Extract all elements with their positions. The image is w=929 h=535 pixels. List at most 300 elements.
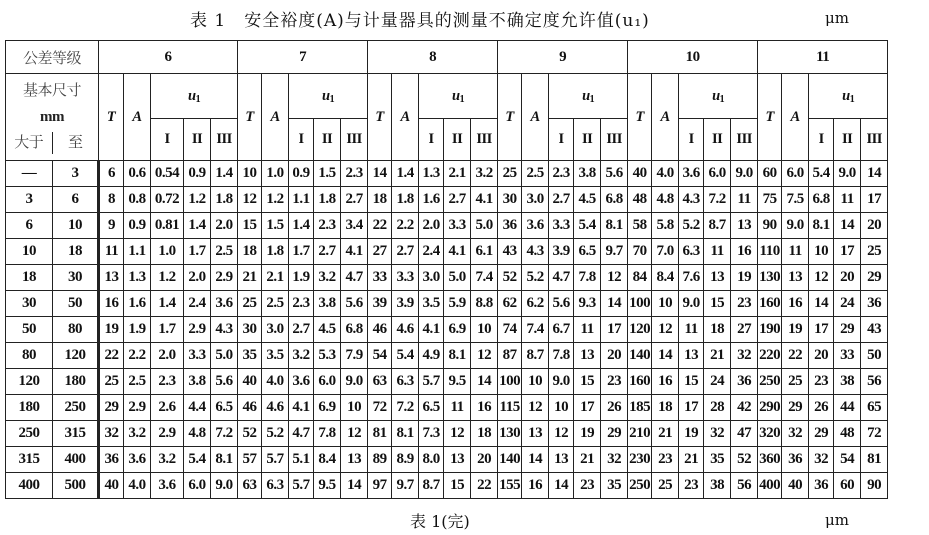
- u1-iii-value: 2.5: [211, 239, 238, 265]
- u1-i-value: 13: [679, 343, 704, 369]
- u1-ii-value: 23: [574, 473, 601, 499]
- u1-ii-value: 2.9: [184, 317, 211, 343]
- u1-iii-value: 3.6: [211, 291, 238, 317]
- t-value: 16: [99, 291, 124, 317]
- t-value: 97: [368, 473, 392, 499]
- t-value: 62: [498, 291, 522, 317]
- u1-ii-value: 7.8: [574, 265, 601, 291]
- t-value: 89: [368, 447, 392, 473]
- size-from: 6: [6, 213, 53, 239]
- size-from: 400: [6, 473, 53, 499]
- table-row: [6, 317, 888, 343]
- u1-iii-value: 56: [731, 473, 758, 499]
- u1-subcol-iii: III: [861, 119, 888, 161]
- u1-i-value: 3.2: [151, 447, 184, 473]
- u1-i-value: 2.7: [549, 187, 574, 213]
- t-value: 30: [238, 317, 262, 343]
- u1-ii-value: 4.8: [184, 421, 211, 447]
- u1-i-value: 4.7: [289, 421, 314, 447]
- u1-ii-value: 11: [574, 317, 601, 343]
- table-row: [6, 187, 888, 213]
- u1-iii-value: 23: [601, 369, 628, 395]
- t-value: 100: [628, 291, 652, 317]
- a-value: 3.9: [392, 291, 419, 317]
- u1-iii-value: 20: [471, 447, 498, 473]
- u1-header: [549, 74, 628, 119]
- u1-ii-value: 12: [444, 421, 471, 447]
- u1-ii-value: 28: [704, 395, 731, 421]
- t-value: 110: [758, 239, 782, 265]
- grade-header-9: 9: [498, 41, 628, 74]
- u1-i-value: 15: [679, 369, 704, 395]
- t-value: 40: [628, 161, 652, 187]
- u1-ii-value: 5.0: [444, 265, 471, 291]
- u1-subcol-i: I: [419, 119, 444, 161]
- table-title: 表 1 安全裕度(A)与计量器具的测量不确定度允许值(u₁): [190, 11, 650, 31]
- a-value: 4.6: [392, 317, 419, 343]
- t-value: 250: [758, 369, 782, 395]
- u1-ii-value: 5.3: [314, 343, 341, 369]
- u1-ii-value: 11: [444, 395, 471, 421]
- u1-i-value: 26: [809, 395, 834, 421]
- u1-i-value: 13: [549, 447, 574, 473]
- u1-i-value: 4.1: [289, 395, 314, 421]
- table-row: [6, 395, 888, 421]
- t-value: 81: [368, 421, 392, 447]
- t-value: 22: [99, 343, 124, 369]
- u1-i-value: 10: [549, 395, 574, 421]
- u1-i-value: 1.3: [419, 161, 444, 187]
- a-value: 25: [782, 369, 809, 395]
- u1-i-value: 6.8: [809, 187, 834, 213]
- size-from: 180: [6, 395, 53, 421]
- t-value: 140: [628, 343, 652, 369]
- t-value: 21: [238, 265, 262, 291]
- a-value: 6.3: [262, 473, 289, 499]
- t-header: T: [628, 74, 652, 161]
- t-value: 400: [758, 473, 782, 499]
- t-value: 230: [628, 447, 652, 473]
- u1-iii-value: 23: [731, 291, 758, 317]
- u1-header: [679, 74, 758, 119]
- grade-header-8: 8: [368, 41, 498, 74]
- u1-iii-value: 19: [731, 265, 758, 291]
- size-to: 180: [53, 369, 99, 395]
- u1-ii-value: 44: [834, 395, 861, 421]
- a-value: 29: [782, 395, 809, 421]
- t-value: 33: [368, 265, 392, 291]
- u1-i-value: 4.7: [549, 265, 574, 291]
- a-value: 1.2: [262, 187, 289, 213]
- size-to: 18: [53, 239, 99, 265]
- size-to: 3: [53, 161, 99, 187]
- u1-i-value: 8.7: [419, 473, 444, 499]
- u1-ii-value: 24: [834, 291, 861, 317]
- u1-i-value: 4.3: [679, 187, 704, 213]
- a-value: 1.5: [262, 213, 289, 239]
- table-row: [6, 213, 888, 239]
- u1-i-value: 3.6: [151, 473, 184, 499]
- a-header: A: [392, 74, 419, 161]
- u1-i-value: 6.5: [419, 395, 444, 421]
- a-value: 3.0: [262, 317, 289, 343]
- u1-ii-value: 1.4: [184, 213, 211, 239]
- u1-i-value: 5.2: [679, 213, 704, 239]
- u1-symbol: u: [452, 87, 460, 104]
- a-value: 7.2: [392, 395, 419, 421]
- u1-iii-value: 16: [471, 395, 498, 421]
- a-value: 10: [522, 369, 549, 395]
- a-value: 1.3: [124, 265, 151, 291]
- a-header: A: [522, 74, 549, 161]
- t-value: 29: [99, 395, 124, 421]
- u1-i-value: 19: [679, 421, 704, 447]
- u1-iii-value: 1.4: [211, 161, 238, 187]
- size-from: 315: [6, 447, 53, 473]
- t-value: 13: [99, 265, 124, 291]
- t-value: 290: [758, 395, 782, 421]
- u1-i-value: 0.81: [151, 213, 184, 239]
- u1-ii-value: 3.8: [184, 369, 211, 395]
- u1-iii-value: 20: [601, 343, 628, 369]
- u1-iii-value: 16: [731, 239, 758, 265]
- a-value: 16: [652, 369, 679, 395]
- u1-iii-value: 5.6: [211, 369, 238, 395]
- t-value: 14: [368, 161, 392, 187]
- u1-ii-value: 1.8: [314, 187, 341, 213]
- t-value: 90: [758, 213, 782, 239]
- t-value: 63: [238, 473, 262, 499]
- t-value: 160: [758, 291, 782, 317]
- a-value: 36: [782, 447, 809, 473]
- u1-i-value: 6.7: [549, 317, 574, 343]
- u1-subcol-iii: III: [341, 119, 368, 161]
- t-header: T: [498, 74, 522, 161]
- u1-ii-value: 4.4: [184, 395, 211, 421]
- u1-iii-value: 11: [731, 187, 758, 213]
- u1-ii-value: 20: [834, 265, 861, 291]
- u1-subcol-i: I: [809, 119, 834, 161]
- a-header: A: [124, 74, 151, 161]
- u1-i-value: 4.9: [419, 343, 444, 369]
- u1-ii-value: 19: [574, 421, 601, 447]
- a-value: 13: [782, 265, 809, 291]
- u1-i-value: 29: [809, 421, 834, 447]
- a-value: 40: [782, 473, 809, 499]
- u1-ii-value: 15: [574, 369, 601, 395]
- u1-ii-value: 5.4: [574, 213, 601, 239]
- u1-subcol-i: I: [151, 119, 184, 161]
- t-value: 18: [238, 239, 262, 265]
- a-value: 16: [522, 473, 549, 499]
- u1-ii-value: 2.1: [444, 161, 471, 187]
- from-label: 大于: [6, 132, 53, 154]
- a-value: 11: [782, 239, 809, 265]
- table-row: [6, 161, 888, 187]
- u1-i-value: 3.6: [679, 161, 704, 187]
- u1-ii-value: 33: [834, 343, 861, 369]
- a-value: 6.3: [392, 369, 419, 395]
- u1-ii-value: 13: [704, 265, 731, 291]
- u1-ii-value: 9.0: [834, 161, 861, 187]
- u1-ii-value: 18: [704, 317, 731, 343]
- t-value: 22: [368, 213, 392, 239]
- grade-header-6: 6: [99, 41, 238, 74]
- u1-symbol: u: [187, 87, 196, 104]
- u1-iii-value: 14: [471, 369, 498, 395]
- u1-i-value: 21: [679, 447, 704, 473]
- u1-i-value: 5.4: [809, 161, 834, 187]
- u1-iii-value: 6.8: [341, 317, 368, 343]
- u1-ii-value: 11: [704, 239, 731, 265]
- u1-iii-value: 8.1: [211, 447, 238, 473]
- u1-i-value: 23: [809, 369, 834, 395]
- u1-iii-value: 14: [601, 291, 628, 317]
- u1-iii-value: 2.7: [341, 187, 368, 213]
- t-value: 185: [628, 395, 652, 421]
- u1-ii-value: 38: [834, 369, 861, 395]
- a-value: 6.2: [522, 291, 549, 317]
- u1-symbol: u: [842, 87, 850, 104]
- u1-ii-value: 54: [834, 447, 861, 473]
- a-value: 3.6: [124, 447, 151, 473]
- u1-ii-value: 5.9: [444, 291, 471, 317]
- t-value: 155: [498, 473, 522, 499]
- u1-iii-value: 42: [731, 395, 758, 421]
- u1-subcol-iii: III: [601, 119, 628, 161]
- t-value: 15: [238, 213, 262, 239]
- grade-header-10: 10: [628, 41, 758, 74]
- u1-i-value: 3.5: [419, 291, 444, 317]
- u1-ii-value: 1.5: [314, 161, 341, 187]
- u1-iii-value: 32: [601, 447, 628, 473]
- t-value: 160: [628, 369, 652, 395]
- table-row: [6, 369, 888, 395]
- u1-i-value: 1.4: [289, 213, 314, 239]
- u1-iii-value: 65: [861, 395, 888, 421]
- u1-iii-value: 5.6: [601, 161, 628, 187]
- size-to: 120: [53, 343, 99, 369]
- u1-ii-value: 4.5: [574, 187, 601, 213]
- u1-iii-value: 20: [861, 213, 888, 239]
- u1-ii-value: 13: [574, 343, 601, 369]
- u1-i-value: 8.0: [419, 447, 444, 473]
- size-unit: mm: [40, 109, 64, 125]
- u1-subcol-i: I: [679, 119, 704, 161]
- u1-subscript: 1: [589, 93, 595, 105]
- t-header: T: [238, 74, 262, 161]
- t-value: 25: [238, 291, 262, 317]
- a-value: 1.9: [124, 317, 151, 343]
- a-value: 14: [522, 447, 549, 473]
- u1-i-value: 6.3: [679, 239, 704, 265]
- a-value: 5.8: [652, 213, 679, 239]
- u1-i-value: 1.2: [151, 265, 184, 291]
- a-value: 8.4: [652, 265, 679, 291]
- u1-ii-value: 6.9: [314, 395, 341, 421]
- a-value: 7.5: [782, 187, 809, 213]
- t-value: 43: [498, 239, 522, 265]
- t-value: 60: [758, 161, 782, 187]
- u1-ii-value: 9.3: [574, 291, 601, 317]
- u1-ii-value: 21: [704, 343, 731, 369]
- u1-i-value: 2.0: [151, 343, 184, 369]
- size-from: 250: [6, 421, 53, 447]
- t-value: 36: [99, 447, 124, 473]
- unit-label: μm: [825, 9, 849, 27]
- u1-iii-value: 81: [861, 447, 888, 473]
- u1-i-value: 1.6: [419, 187, 444, 213]
- u1-ii-value: 4.1: [444, 239, 471, 265]
- a-value: 7.4: [522, 317, 549, 343]
- u1-iii-value: 3.4: [341, 213, 368, 239]
- u1-ii-value: 3.8: [574, 161, 601, 187]
- t-value: 140: [498, 447, 522, 473]
- u1-i-value: 12: [809, 265, 834, 291]
- size-label: 基本尺寸: [23, 83, 82, 99]
- a-value: 13: [522, 421, 549, 447]
- t-value: 40: [238, 369, 262, 395]
- t-value: 75: [758, 187, 782, 213]
- u1-subscript: 1: [459, 93, 465, 105]
- u1-i-value: 1.0: [151, 239, 184, 265]
- size-to: 50: [53, 291, 99, 317]
- size-from: 18: [6, 265, 53, 291]
- size-to: 6: [53, 187, 99, 213]
- u1-i-value: 0.54: [151, 161, 184, 187]
- table-row: [6, 343, 888, 369]
- u1-i-value: 1.4: [151, 291, 184, 317]
- a-value: 12: [652, 317, 679, 343]
- u1-ii-value: 1.2: [184, 187, 211, 213]
- a-value: 9.0: [782, 213, 809, 239]
- a-header: A: [262, 74, 289, 161]
- u1-i-value: 12: [549, 421, 574, 447]
- u1-ii-value: 60: [834, 473, 861, 499]
- t-value: 48: [628, 187, 652, 213]
- u1-i-value: 3.0: [419, 265, 444, 291]
- u1-iii-value: 5.6: [341, 291, 368, 317]
- a-value: 18: [652, 395, 679, 421]
- a-value: 2.9: [124, 395, 151, 421]
- u1-iii-value: 9.0: [731, 161, 758, 187]
- u1-ii-value: 15: [444, 473, 471, 499]
- t-value: 9: [99, 213, 124, 239]
- u1-header: [809, 74, 888, 119]
- u1-i-value: 14: [549, 473, 574, 499]
- u1-subcol-iii: III: [731, 119, 758, 161]
- u1-i-value: 1.9: [289, 265, 314, 291]
- u1-ii-value: 7.8: [314, 421, 341, 447]
- u1-ii-value: 11: [834, 187, 861, 213]
- u1-i-value: 23: [679, 473, 704, 499]
- u1-i-value: 1.1: [289, 187, 314, 213]
- u1-subcol-ii: II: [834, 119, 861, 161]
- u1-i-value: 3.6: [289, 369, 314, 395]
- u1-ii-value: 29: [834, 317, 861, 343]
- a-value: 2.2: [124, 343, 151, 369]
- size-to: 500: [53, 473, 99, 499]
- table-row: [6, 447, 888, 473]
- size-to: 80: [53, 317, 99, 343]
- u1-ii-value: 3.3: [444, 213, 471, 239]
- u1-iii-value: 4.1: [471, 187, 498, 213]
- u1-iii-value: 10: [341, 395, 368, 421]
- size-from: 3: [6, 187, 53, 213]
- t-value: 46: [238, 395, 262, 421]
- u1-iii-value: 13: [731, 213, 758, 239]
- a-value: 3.2: [124, 421, 151, 447]
- t-value: 190: [758, 317, 782, 343]
- u1-i-value: 2.4: [419, 239, 444, 265]
- a-value: 23: [652, 447, 679, 473]
- u1-ii-value: 8.7: [704, 213, 731, 239]
- a-value: 2.5: [262, 291, 289, 317]
- u1-i-value: 7.3: [419, 421, 444, 447]
- u1-iii-value: 6.5: [211, 395, 238, 421]
- u1-ii-value: 2.4: [184, 291, 211, 317]
- u1-i-value: 5.1: [289, 447, 314, 473]
- t-value: 12: [238, 187, 262, 213]
- a-value: 14: [652, 343, 679, 369]
- u1-iii-value: 36: [861, 291, 888, 317]
- u1-iii-value: 18: [471, 421, 498, 447]
- a-value: 4.0: [262, 369, 289, 395]
- t-value: 30: [498, 187, 522, 213]
- t-value: 100: [498, 369, 522, 395]
- a-header: A: [652, 74, 679, 161]
- u1-header: [419, 74, 498, 119]
- u1-header: [151, 74, 238, 119]
- size-header: [6, 74, 99, 161]
- u1-iii-value: 6.8: [601, 187, 628, 213]
- u1-iii-value: 12: [341, 421, 368, 447]
- u1-i-value: 17: [679, 395, 704, 421]
- u1-iii-value: 1.8: [211, 187, 238, 213]
- a-value: 1.6: [124, 291, 151, 317]
- t-value: 46: [368, 317, 392, 343]
- u1-iii-value: 25: [861, 239, 888, 265]
- size-to: 10: [53, 213, 99, 239]
- u1-i-value: 5.6: [549, 291, 574, 317]
- a-value: 10: [652, 291, 679, 317]
- u1-i-value: 36: [809, 473, 834, 499]
- t-value: 84: [628, 265, 652, 291]
- u1-ii-value: 17: [834, 239, 861, 265]
- t-value: 250: [628, 473, 652, 499]
- t-value: 11: [99, 239, 124, 265]
- u1-ii-value: 2.7: [444, 187, 471, 213]
- t-value: 18: [368, 187, 392, 213]
- grade-header-11: 11: [758, 41, 888, 74]
- size-to: 315: [53, 421, 99, 447]
- u1-iii-value: 12: [601, 265, 628, 291]
- t-value: 40: [99, 473, 124, 499]
- u1-subcol-ii: II: [574, 119, 601, 161]
- t-value: 58: [628, 213, 652, 239]
- u1-iii-value: 10: [471, 317, 498, 343]
- u1-i-value: 11: [679, 317, 704, 343]
- t-value: 115: [498, 395, 522, 421]
- u1-i-value: 1.7: [151, 317, 184, 343]
- u1-i-value: 3.9: [549, 239, 574, 265]
- u1-iii-value: 47: [731, 421, 758, 447]
- u1-ii-value: 7.2: [704, 187, 731, 213]
- u1-iii-value: 17: [601, 317, 628, 343]
- u1-subscript: 1: [849, 93, 855, 105]
- a-value: 3.5: [262, 343, 289, 369]
- u1-iii-value: 43: [861, 317, 888, 343]
